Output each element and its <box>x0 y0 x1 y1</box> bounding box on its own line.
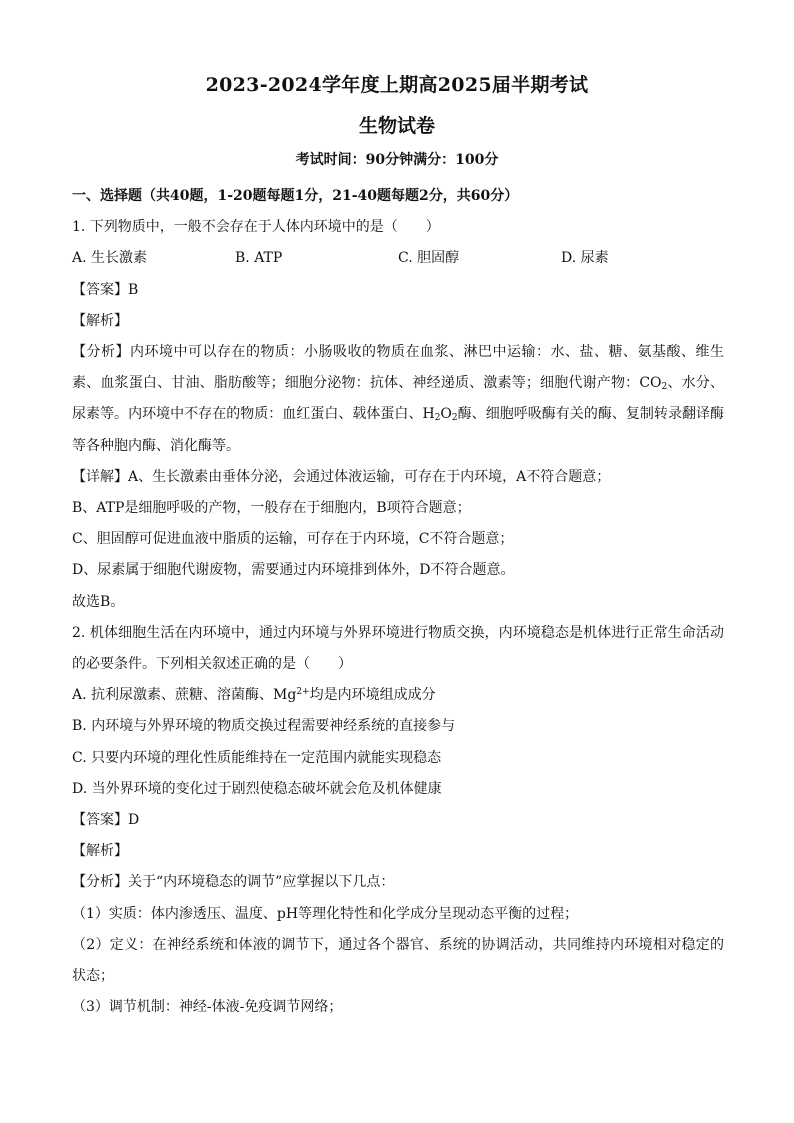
exam-info: 考试时间：90分钟满分：100分 <box>295 152 499 168</box>
question-2-stem: 2. 机体细胞生活在内环境中，通过内环境与外界环境进行物质交换，内环境稳态是机体进行正常生命活动的必要条件。下列相关叙述正确的是（ ） <box>72 624 724 673</box>
question-2-option-d: D. 当外界环境的变化过于剧烈使稳态破坏就会危及机体健康 <box>72 780 442 797</box>
question-2-option-b: B. 内环境与外界环境的物质交换过程需要神经系统的直接参与 <box>72 718 456 735</box>
fenxi-text: O <box>440 406 452 423</box>
question-1-conclusion: 故选B。 <box>72 593 125 610</box>
question-1-detail-d: D、尿素属于细胞代谢废物，需要通过内环境排到体外，D不符合题意。 <box>72 562 515 579</box>
question-1-answer: 【答案】B <box>72 281 139 298</box>
question-1-option-a: A. 生长激素 <box>72 250 148 267</box>
question-1-options <box>72 243 724 274</box>
option-text: A. 抗利尿激素、蔗糖、溶菌酶、Mg <box>72 687 297 704</box>
exam-content <box>72 181 724 1023</box>
question-2-option-a <box>72 680 724 711</box>
exam-title: 2023-2024学年度上期高2025届半期考试 <box>205 74 589 96</box>
question-1-analysis-label: 【解析】 <box>72 312 128 329</box>
question-1-option-d: D. 尿素 <box>561 250 609 267</box>
question-1-stem: 1. 下列物质中，一般不会存在于人体内环境中的是（ ） <box>72 219 440 236</box>
option-text: 均是内环境组成成分 <box>309 687 436 704</box>
question-1-fenxi <box>72 337 724 462</box>
subscript: 2 <box>434 413 441 424</box>
question-2-answer: 【答案】D <box>72 812 140 829</box>
fenxi-text: 【分析】内环境中可以存在的物质：小肠吸收的物质在血浆、淋巴中运输：水、盐、糖、氨基酸、维生素、血浆蛋白、甘油、脂肪酸等；细胞分泌物：抗体、神经递质、激素等；细胞代谢产物：CO <box>72 344 724 392</box>
question-1-option-c: C. 胆固醇 <box>398 250 460 267</box>
question-2-point-3: （3）调节机制：神经-体液-免疫调节网络； <box>72 999 343 1016</box>
fenxi-text: 酶、细胞呼吸酶有关的酶、复制转录翻译酶等各种胞内酶、消化酶等。 <box>72 406 724 454</box>
subscript: 2 <box>451 413 458 424</box>
question-2-point-2: （2）定义：在神经系统和体液的调节下，通过各个器官、系统的协调活动，共同维持内环境相对稳定的状态； <box>72 936 724 985</box>
question-1-detail-c: C、胆固醇可促进血液中脂质的运输，可存在于内环境，C不符合题意； <box>72 531 514 548</box>
question-1-detail-b: B、ATP是细胞呼吸的产物，一般存在于细胞内，B项符合题意； <box>72 500 471 517</box>
question-2-point-1: （1）实质：体内渗透压、温度、pH等理化特性和化学成分呈现动态平衡的过程； <box>72 905 579 922</box>
question-2-analysis-label: 【解析】 <box>72 843 128 860</box>
subscript: 2 <box>661 382 668 393</box>
fenxi-text: 、水分、尿素等。内环境中不存在的物质：血红蛋白、载体蛋白、H <box>72 375 724 423</box>
question-1-option-b: B. ATP <box>235 250 283 267</box>
question-2-fenxi: 【分析】关于“内环境稳态的调节”应掌握以下几点： <box>72 874 395 891</box>
section-heading: 一、选择题（共40题，1-20题每题1分，21-40题每题2分，共60分） <box>72 188 519 204</box>
question-2-option-c: C. 只要内环境的理化性质能维持在一定范围内就能实现稳态 <box>72 749 442 766</box>
superscript: 2+ <box>296 687 310 698</box>
subject-title: 生物试卷 <box>358 115 435 137</box>
question-1-detail-a: 【详解】A、生长激素由垂体分泌，会通过体液运输，可存在于内环境，A不符合题意； <box>72 468 611 485</box>
